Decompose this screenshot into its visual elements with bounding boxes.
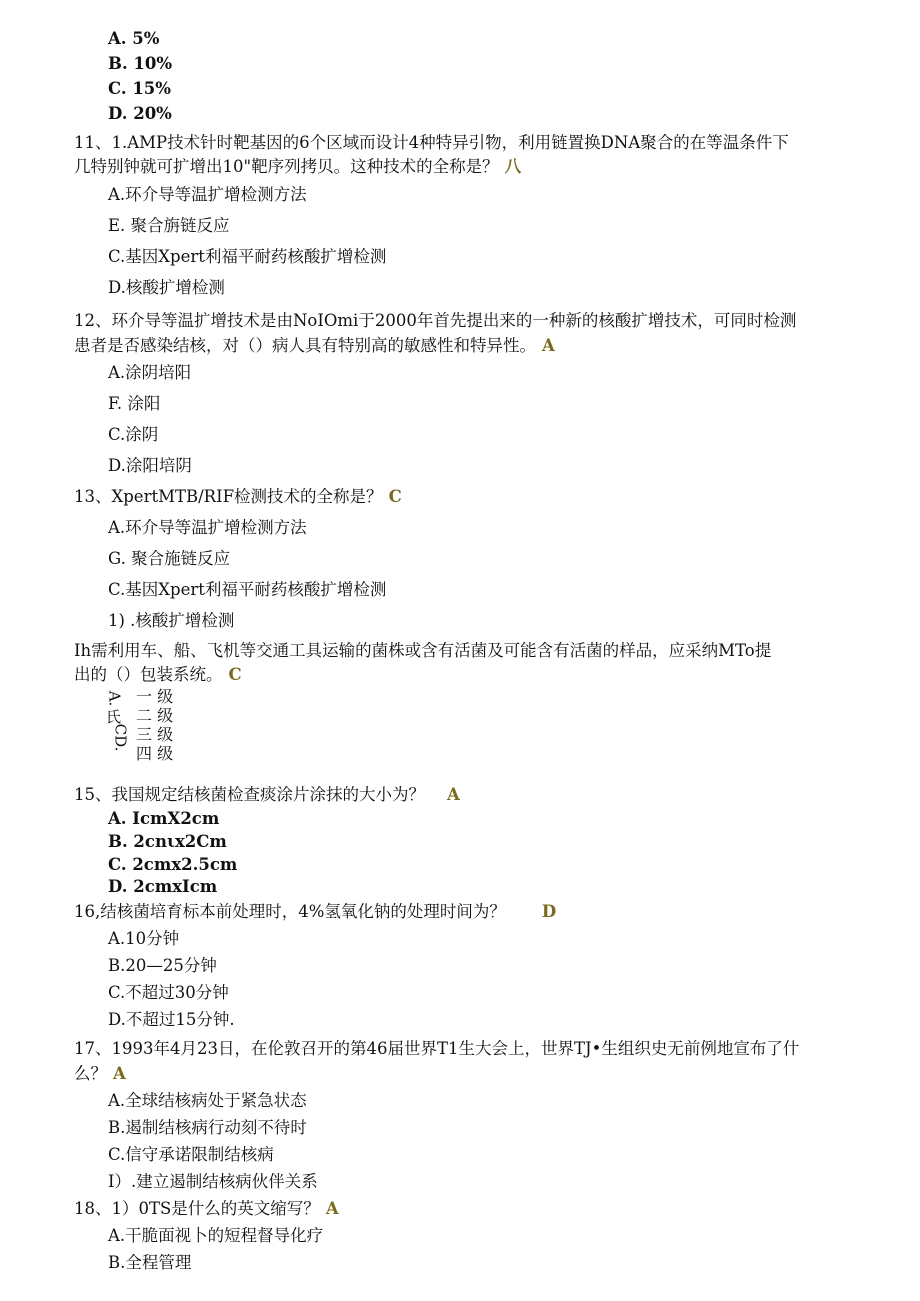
q15-option-c: C. 2cmx2.5cm bbox=[108, 855, 238, 874]
q12-question-line2 bbox=[74, 335, 854, 357]
q10-option-b: B. 10% bbox=[108, 54, 173, 73]
q17-option-c: C.信守承诺限制结核病 bbox=[108, 1145, 274, 1164]
q16-question-line1 bbox=[74, 901, 854, 923]
q11-question-text: 几特别钟就可扩增出10"靶序列拷贝。这种技术的全称是？ bbox=[74, 157, 499, 176]
q12-option-d: D.涂阳培阴 bbox=[108, 456, 192, 475]
q17-answer: A bbox=[113, 1064, 126, 1083]
q14-rotated-letter-cd: CD. bbox=[111, 723, 130, 752]
q16-question-text: 16,结核菌培育标本前处理时，4%氢氧化钠的处理时间为？ bbox=[74, 902, 506, 921]
q15-option-a: A. IcmX2cm bbox=[108, 809, 220, 828]
q16-option-c: C.不超过30分钟 bbox=[108, 983, 229, 1002]
q16-option-d: D.不超过15分钟. bbox=[108, 1010, 235, 1029]
q14-rotated-letter-a: A. bbox=[105, 690, 124, 707]
q16-option-a: A.10分钟 bbox=[108, 929, 180, 948]
q16-option-b: B.20—25分钟 bbox=[108, 956, 217, 975]
q17-option-b: B.遏制结核病行动刻不待时 bbox=[108, 1118, 307, 1137]
q18-question-line1 bbox=[74, 1198, 854, 1220]
q12-question-text: 患者是否感染结核，对（）病人具有特别高的敏感性和特异性。 bbox=[74, 336, 536, 355]
q12-option-c: C.涂阴 bbox=[108, 425, 159, 444]
q14-option-4: 四 级 bbox=[136, 744, 174, 763]
q13-question-text: 13、XpertMTB/RIF检测技术的全称是？ bbox=[74, 487, 383, 506]
q15-option-b: B. 2cnιx2Cm bbox=[108, 832, 227, 851]
q11-option-a: A.环介导等温扩增检测方法 bbox=[108, 185, 307, 204]
q12-option-a: A.涂阴培阳 bbox=[108, 363, 192, 382]
q10-option-d: D. 20% bbox=[108, 104, 172, 123]
q11-question-line2 bbox=[74, 156, 854, 178]
q14-question-line1: Ih需利用车、船、飞机等交通工具运输的菌株或含有活菌及可能含有活菌的样品，应采纳MTo提 bbox=[74, 641, 772, 660]
q12-question-line1: 12、环介导等温扩增技术是由NoIOmi于2000年首先提出来的一种新的核酸扩增技术，可同时检测 bbox=[74, 311, 797, 330]
q14-option-1: 一 级 bbox=[136, 687, 174, 706]
q17-question-line2 bbox=[74, 1063, 854, 1085]
q18-answer: A bbox=[325, 1199, 339, 1218]
q11-option-c: C.基因Xpert利福平耐药核酸扩增检测 bbox=[108, 247, 387, 266]
q17-question-text: 么？ bbox=[74, 1064, 107, 1083]
q16-answer: D bbox=[541, 902, 557, 921]
q15-question-line1 bbox=[74, 784, 854, 806]
q11-option-b: E. 聚合旃链反应 bbox=[108, 216, 230, 235]
q12-option-b: F. 涂阳 bbox=[108, 394, 161, 413]
q13-question-line1 bbox=[74, 486, 854, 508]
q14-question-text: 出的（）包装系统。 bbox=[74, 665, 223, 684]
q11-question-line1: 11、1.AMP技术针时靶基因的6个区域而设计4种特异引物，利用链置换DNA聚合的在等温条件下 bbox=[74, 133, 789, 152]
q10-option-a: A. 5% bbox=[108, 29, 160, 48]
q11-answer: 八 bbox=[504, 157, 522, 176]
q14-answer: C bbox=[228, 665, 242, 684]
q17-option-d: I）.建立遏制结核病伙伴关系 bbox=[108, 1172, 318, 1191]
q13-option-d: 1) .核酸扩增检测 bbox=[108, 611, 235, 630]
q15-question-text: 15、我国规定结核菌检查痰涂片涂抹的大小为？ bbox=[74, 785, 425, 804]
q14-rotated-option-letters bbox=[106, 688, 130, 768]
q14-option-2: 二 级 bbox=[136, 706, 174, 725]
q13-option-b: G. 聚合施链反应 bbox=[108, 549, 231, 568]
q18-option-b: B.全程管理 bbox=[108, 1253, 192, 1272]
q17-question-line1: 17、1993年4月23日，在伦敦召开的第46届世界T1生大会上，世界TJ•生组织史无前例地宣布了什 bbox=[74, 1039, 800, 1058]
q10-option-c: C. 15% bbox=[108, 79, 171, 98]
q18-option-a: A.干脆面视卜的短程督导化疗 bbox=[108, 1226, 324, 1245]
q12-answer: A bbox=[542, 336, 555, 355]
q17-option-a: A.全球结核病处于紧急状态 bbox=[108, 1091, 307, 1110]
q13-option-a: A.环介导等温扩增检测方法 bbox=[108, 518, 307, 537]
q14-option-3: 三 级 bbox=[136, 725, 174, 744]
q14-question-line2 bbox=[74, 664, 854, 686]
q13-option-c: C.基因Xpert利福平耐药核酸扩增检测 bbox=[108, 580, 387, 599]
q14-rotated-letter-b: 氏 bbox=[106, 708, 122, 726]
q11-option-d: D.核酸扩增检测 bbox=[108, 278, 225, 297]
q13-answer: C bbox=[388, 487, 402, 506]
q15-answer: A bbox=[447, 785, 460, 804]
q15-option-d: D. 2cmxIcm bbox=[108, 877, 218, 896]
q18-question-text: 18、1）0TS是什么的英文缩写？ bbox=[74, 1199, 320, 1218]
